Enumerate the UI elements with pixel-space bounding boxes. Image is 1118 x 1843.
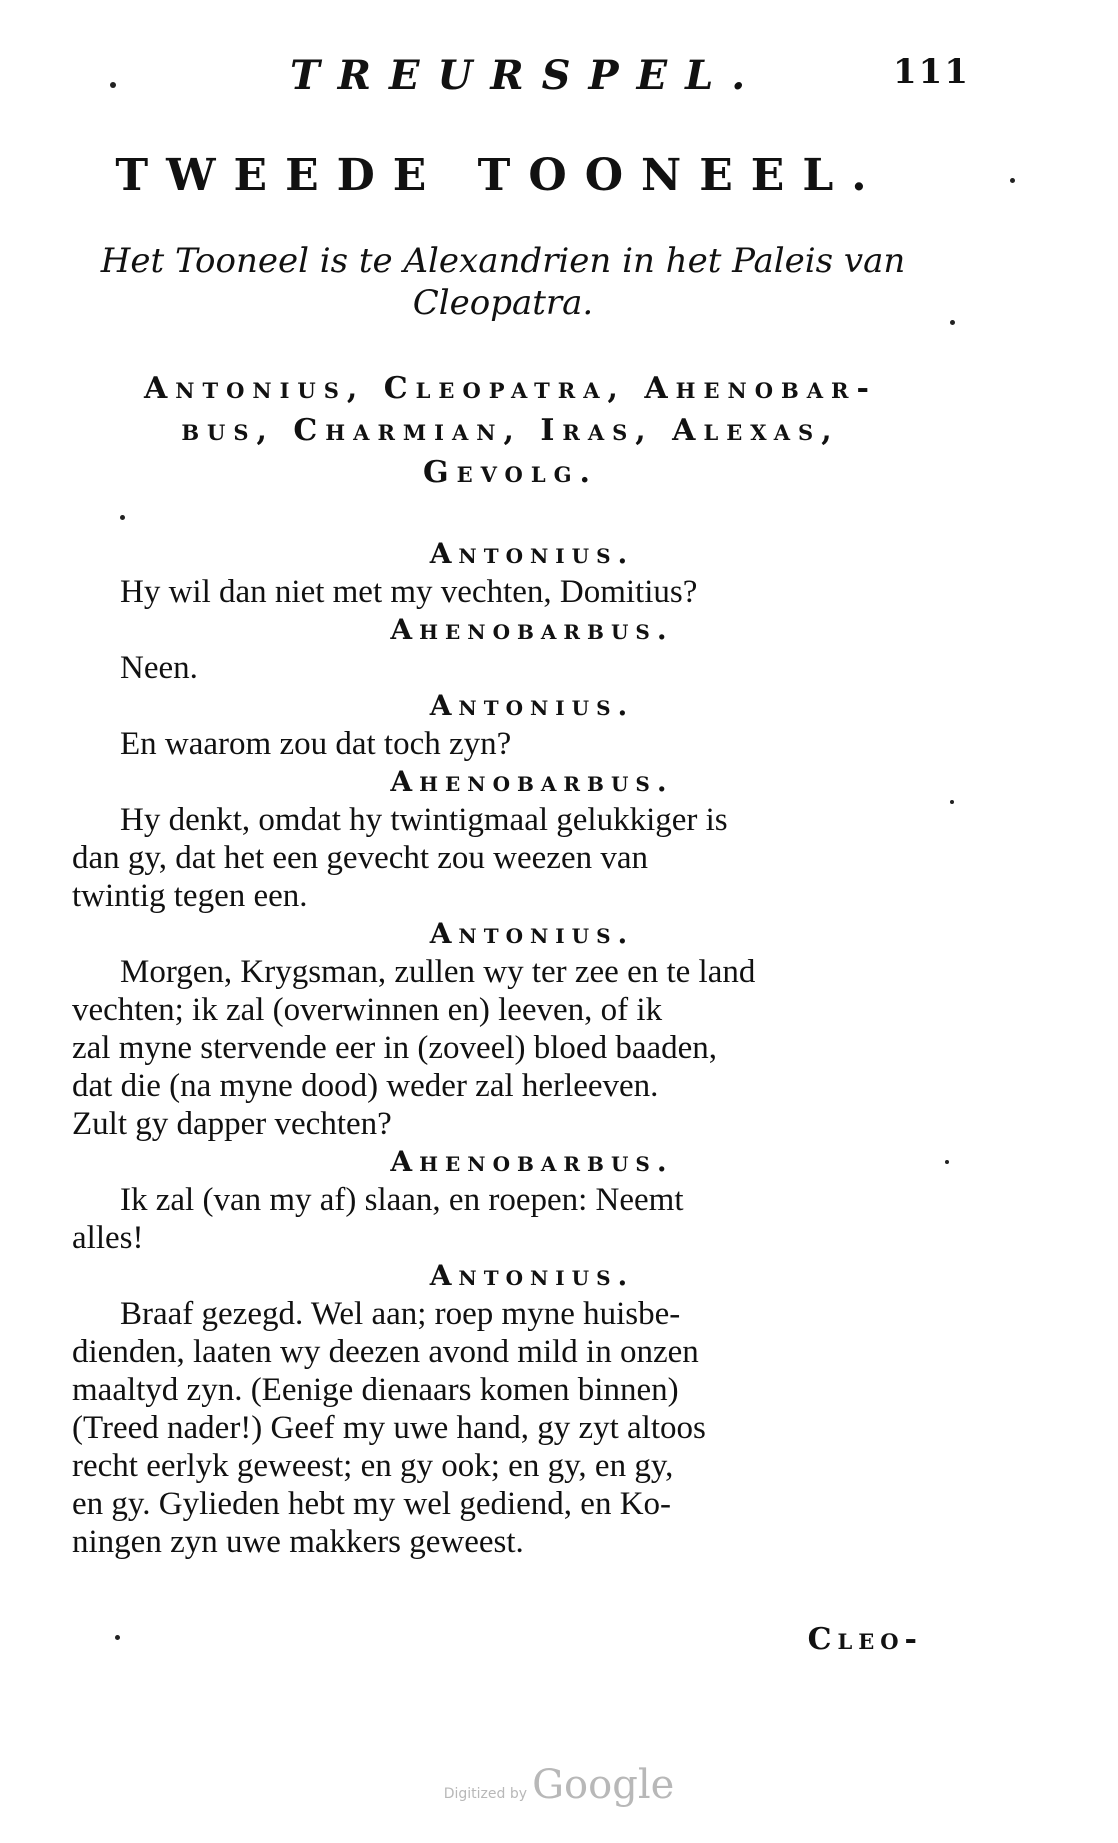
cast-line: Gevolg. [423,455,598,490]
speech-line: En waarom zou dat toch zyn? [120,726,512,762]
speaker-name: Ahenobarbus. [390,1145,674,1178]
speech-line: alles! [72,1220,144,1256]
speech-line: recht eerlyk geweest; en gy ook; en gy, en gy, [72,1448,674,1484]
speaker-name: Antonius. [429,689,635,722]
speech-line: (Treed nader!) Geef my uwe hand, gy zyt altoos [72,1410,706,1446]
speech-line: Morgen, Krygsman, zullen wy ter zee en te land [120,954,756,990]
speech [72,1143,932,1257]
cast-list [88,368,933,494]
dialogue [72,535,932,1561]
speech-line: vechten; ik zal (overwinnen en) leeven, of ik [72,992,663,1028]
scan-speck [120,515,125,520]
page-header [90,52,970,112]
speaker-name: Antonius. [429,917,635,950]
running-title: TREURSPEL. [290,52,764,99]
speech-line: Hy denkt, omdat hy twintigmaal gelukkiger is [120,802,728,838]
cast-line: bus, Charmian, Iras, Alexas, [181,413,840,448]
speech-line: Hy wil dan niet met my vechten, Domitius? [120,574,698,610]
scene-title: TWEEDE TOONEEL. [115,150,885,201]
scan-speck [945,1160,949,1164]
cast-line: Antonius, Cleopatra, Ahenobar- [144,371,877,406]
speech-line: maaltyd zyn. (Eenige dienaars komen binnen) [72,1372,679,1408]
speech-line: dienden, laaten wy deezen avond mild in onzen [72,1334,699,1370]
speech-line: ningen zyn uwe makkers geweest. [72,1524,524,1560]
speech [72,535,932,611]
speech-line: Braaf gezegd. Wel aan; roep myne huisbe- [120,1296,681,1332]
speech [72,915,932,1143]
speech-line: Zult gy dapper vechten? [72,1106,392,1142]
scan-speck [1010,178,1015,183]
google-logo: Google [532,1762,675,1808]
speech-line: dan gy, dat het een gevecht zou weezen van [72,840,649,876]
speech [72,1257,932,1561]
speech-line: Neen. [120,650,198,686]
speech-line: en gy. Gylieden hebt my wel gediend, en Ko- [72,1486,672,1522]
speech [72,687,932,763]
scan-speck [110,82,116,88]
catchword: Cleo- [807,1622,923,1657]
speech [72,611,932,687]
scan-speck [950,800,954,804]
speech-line: Ik zal (van my af) slaan, en roepen: Neemt [120,1182,684,1218]
setting-line: Het Tooneel is te Alexandrien in het Paleis van [100,241,906,281]
speech-line: zal myne stervende eer in (zoveel) bloed baaden, [72,1030,718,1066]
speech-line: dat die (na myne dood) weder zal herleeven. [72,1068,659,1104]
stage-setting [88,240,918,324]
watermark-prefix: Digitized by [443,1786,527,1802]
speech [72,763,932,915]
setting-line: Cleopatra. [412,283,594,323]
speaker-name: Ahenobarbus. [390,765,674,798]
digitization-watermark [0,1762,1118,1808]
speaker-name: Antonius. [429,1259,635,1292]
scan-speck [115,1635,120,1640]
speaker-name: Antonius. [429,537,635,570]
scan-speck [950,320,955,325]
page-number: 111 [893,52,970,92]
speech-line: twintig tegen een. [72,878,308,914]
speaker-name: Ahenobarbus. [390,613,674,646]
